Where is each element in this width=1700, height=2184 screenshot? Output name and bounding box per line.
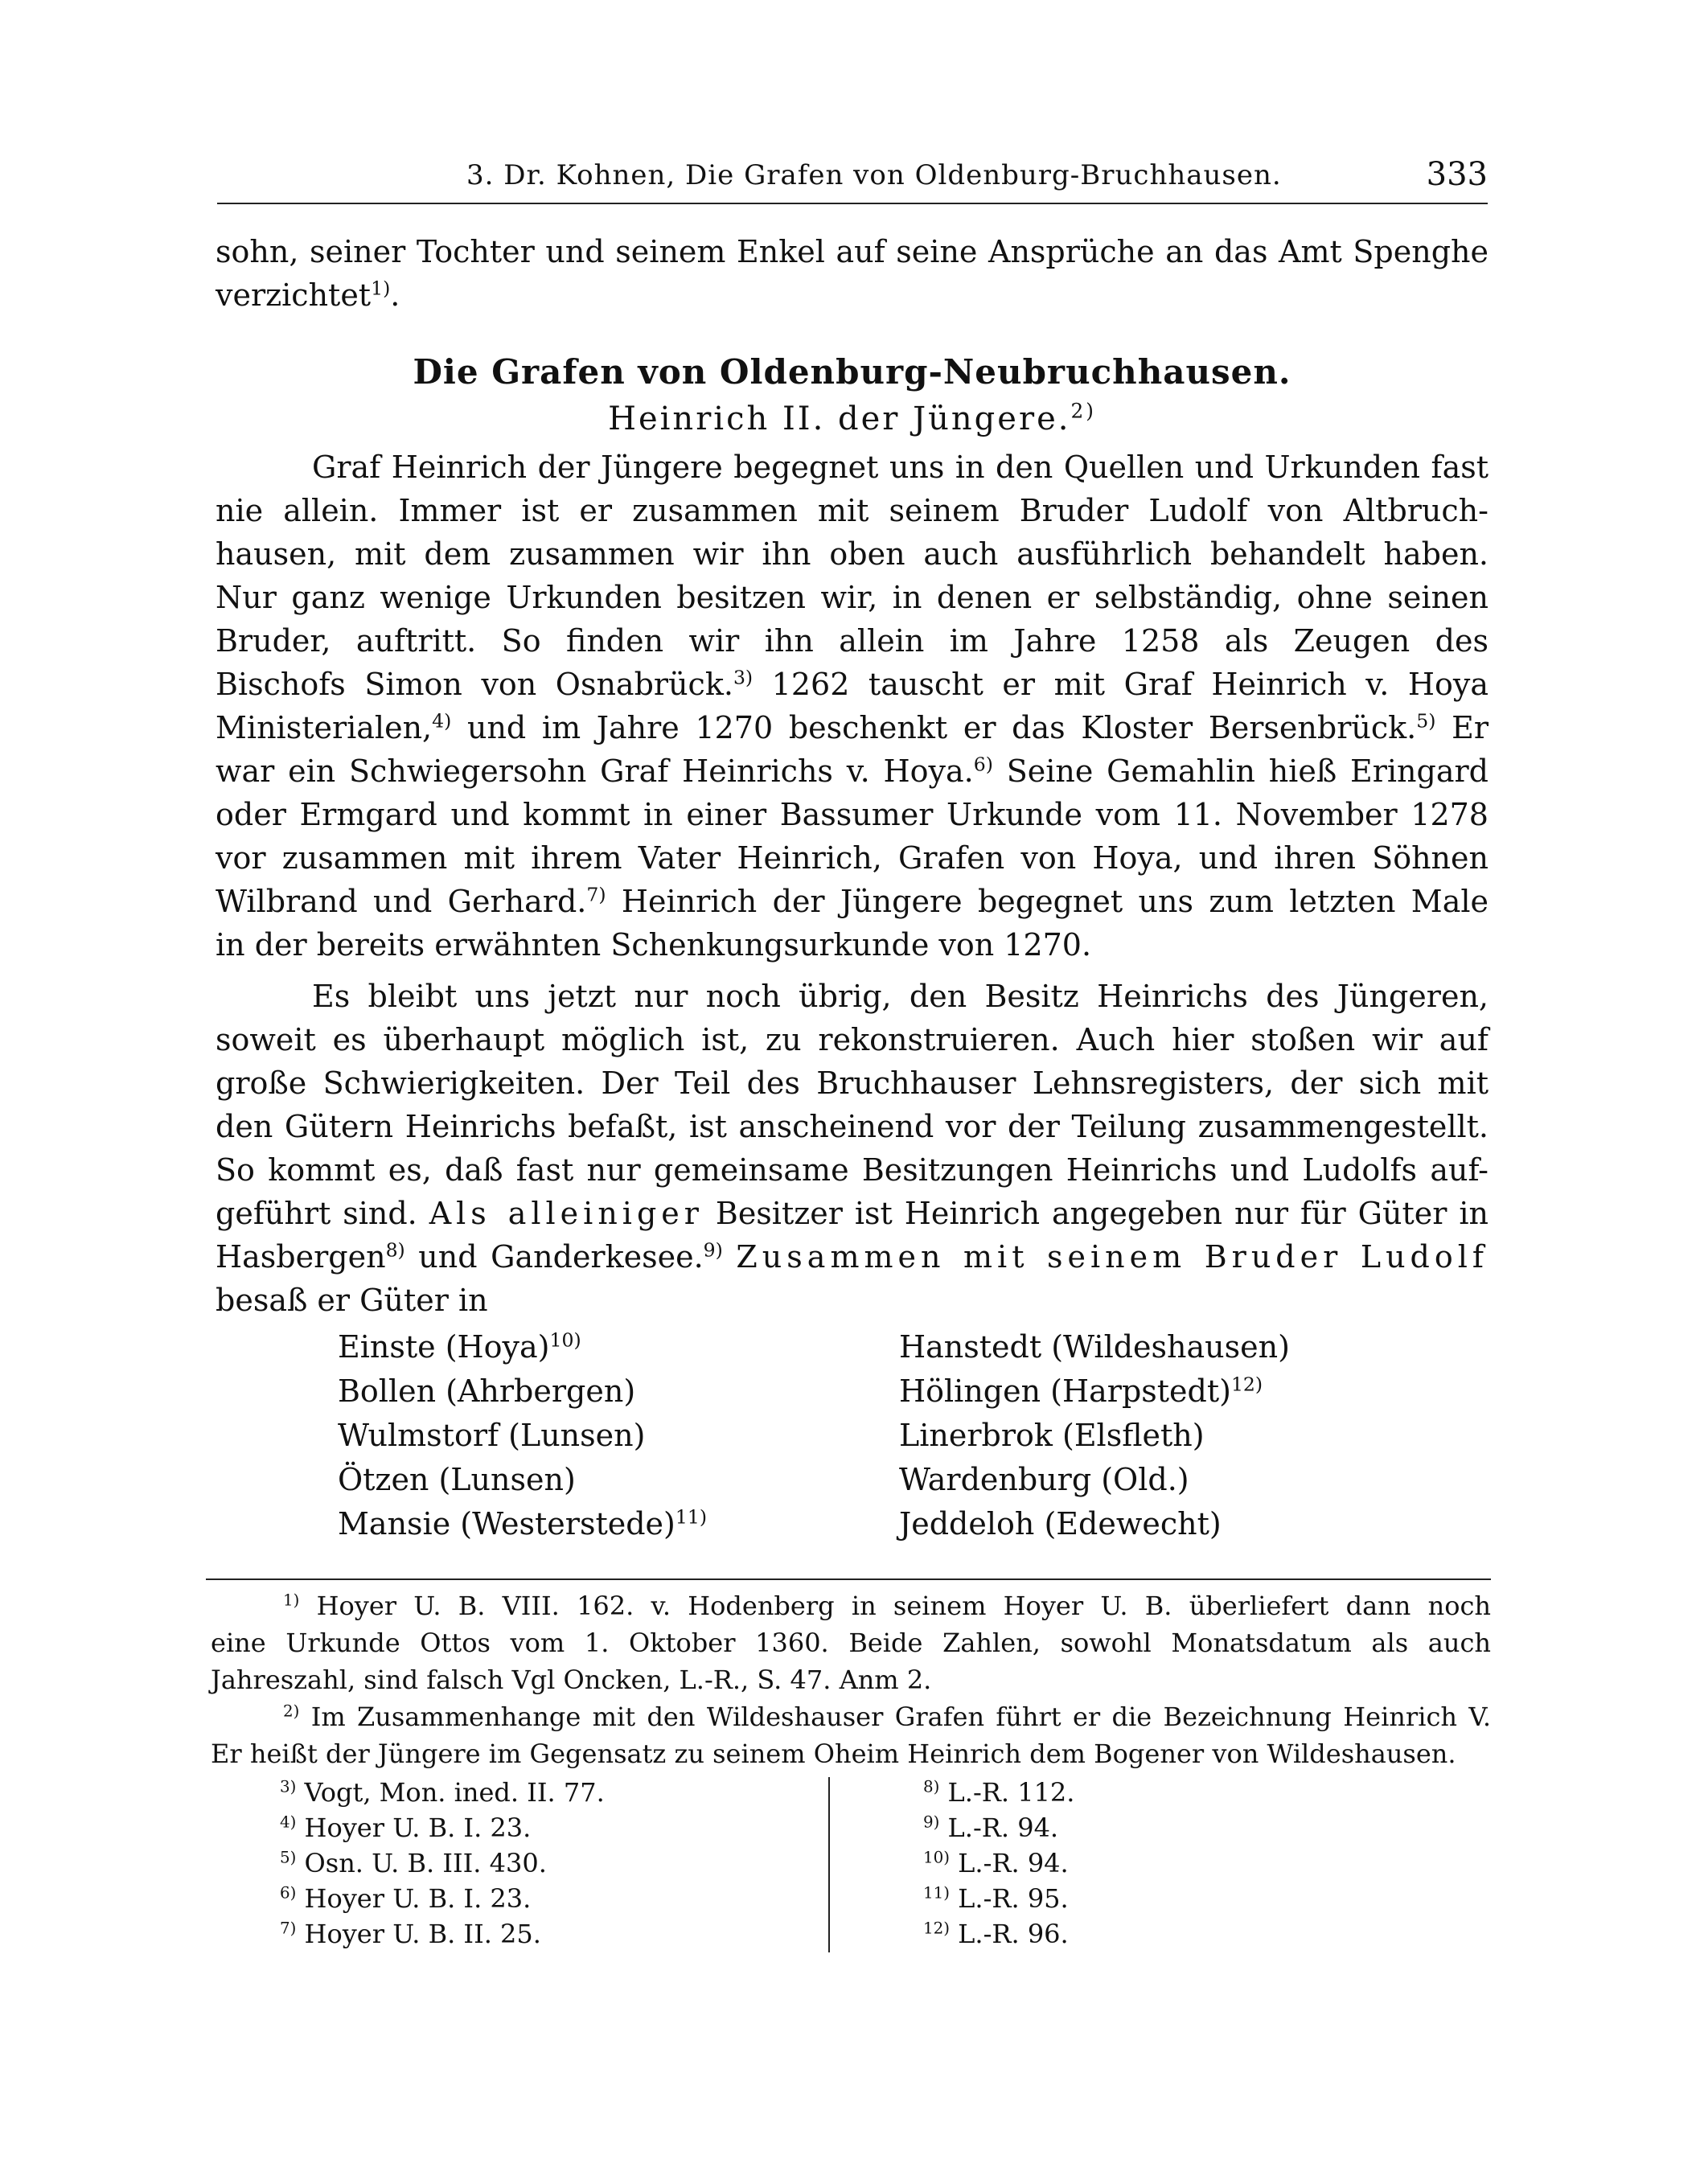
text-line: vor zusammen mit ihrem Vater Heinrich, Grafen von Hoya, und ihren Söhnen	[216, 840, 1489, 876]
place-list-left	[338, 1325, 707, 1546]
text-line: besaß er Güter in	[216, 1283, 488, 1318]
text-line: Hasbergen$^{8)}$ und Ganderkesee.$^{9)}$ Zusammen mit seinem Bruder Ludolf	[216, 1238, 1489, 1275]
footnote-mark: 8)	[385, 1238, 405, 1262]
section-title: Die Grafen von Oldenburg-Neubruchhausen.	[413, 352, 1291, 392]
footnote-item: $^{11)}$ L.-R. 95.	[923, 1883, 1069, 1914]
footnote-mark: 11)	[675, 1505, 708, 1529]
footnote-mark: 2)	[1070, 399, 1096, 423]
subtitle: Heinrich II. der Jüngere.$^{2)}$	[608, 399, 1096, 437]
place-item: Wardenburg (Old.)	[899, 1462, 1189, 1497]
footnote-mark: 10)	[549, 1328, 581, 1352]
text-line: war ein Schwiegersohn Graf Heinrichs v. Hoya.$^{6)}$ Seine Gemahlin hieß Eringard	[216, 753, 1489, 789]
text-line: verzichtet$^{1)}$.	[216, 277, 400, 313]
footnote-mark: 7)	[586, 883, 606, 906]
text-line: Ministerialen,$^{4)}$ und im Jahre 1270 beschenkt er das Kloster Bersenbrück.$^{5)}$ Er	[216, 709, 1489, 745]
text-line: So kommt es, daß fast nur gemeinsame Besitzungen Heinrichs und Ludolfs auf-	[216, 1152, 1489, 1188]
footnote-item: $^{4)}$ Hoyer U. B. I. 23.	[280, 1812, 532, 1843]
text-line: den Gütern Heinrichs befaßt, ist anscheinend vor der Teilung zusammengestellt.	[216, 1109, 1489, 1144]
footnote-item: $^{3)}$ Vogt, Mon. ined. II. 77.	[280, 1777, 605, 1808]
footnote-mark: 9)	[703, 1238, 723, 1262]
footnote-line: eine Urkunde Ottos vom 1. Oktober 1360. Beide Zahlen, sowohl Monatsdatum als auch	[211, 1628, 1491, 1658]
running-title: 3. Dr. Kohnen, Die Grafen von Oldenburg-Bruchhausen.	[466, 159, 1282, 191]
place-item: Linerbrok (Elsfleth)	[899, 1418, 1205, 1453]
footnote-column-right	[923, 1775, 1074, 1952]
footnote-column-divider	[828, 1777, 830, 1952]
text-line: in der bereits erwähnten Schenkungsurkunde von 1270.	[216, 927, 1092, 963]
running-header	[217, 153, 1488, 204]
footnote-line: $^{1)}$ Hoyer U. B. VIII. 162. v. Hodenberg in seinem Hoyer U. B. überliefert dann noch	[283, 1591, 1492, 1621]
place-item: Hölingen (Harpstedt)$^{12)}$	[899, 1373, 1263, 1409]
text-line: Nur ganz wenige Urkunden besitzen wir, in denen er selbständig, ohne seinen	[216, 580, 1489, 615]
footnote-mark: 1)	[371, 277, 391, 300]
text-line: Graf Heinrich der Jüngere begegnet uns in den Quellen und Urkunden fast	[312, 450, 1489, 485]
text-line: oder Ermgard und kommt in einer Bassumer Urkunde vom 11. November 1278	[216, 797, 1489, 832]
place-item: Einste (Hoya)$^{10)}$	[338, 1328, 581, 1365]
place-item: Jeddeloh (Edewecht)	[899, 1506, 1222, 1542]
text-line: geführt sind. Als alleiniger Besitzer ist Heinrich angegeben nur für Güter in	[216, 1196, 1489, 1231]
footnote-column-left	[280, 1775, 605, 1952]
text-line: Bischofs Simon von Osnabrück.$^{3)}$ 1262 tauscht er mit Graf Heinrich v. Hoya	[216, 666, 1489, 702]
place-item: Hanstedt (Wildeshausen)	[899, 1329, 1290, 1365]
text-line: große Schwierigkeiten. Der Teil des Bruchhauser Lehnsregisters, der sich mit	[216, 1065, 1489, 1101]
footnote-item: $^{5)}$ Osn. U. B. III. 430.	[280, 1848, 547, 1878]
footnote-line: $^{2)}$ Im Zusammenhange mit den Wildeshauser Grafen führt er die Bezeichnung Heinrich V.	[283, 1702, 1492, 1732]
place-item: Wulmstorf (Lunsen)	[338, 1418, 646, 1453]
footnote-mark: 6)	[973, 753, 993, 776]
carryover-text	[216, 230, 1489, 317]
footnote-mark: 5)	[1416, 709, 1436, 733]
footnote-mark: 1)	[283, 1591, 300, 1610]
place-item: Ötzen (Lunsen)	[338, 1462, 576, 1497]
footnote-item: $^{10)}$ L.-R. 94.	[923, 1848, 1069, 1878]
footnote-item: $^{12)}$ L.-R. 96.	[923, 1919, 1069, 1949]
place-item: Mansie (Westerstede)$^{11)}$	[338, 1505, 708, 1542]
footnote-line: Er heißt der Jüngere im Gegensatz zu seinem Oheim Heinrich dem Bogener von Wildeshausen.	[211, 1739, 1456, 1769]
header-rule	[217, 203, 1488, 204]
footnote-mark: 4)	[432, 709, 452, 733]
footnote-item: $^{7)}$ Hoyer U. B. II. 25.	[280, 1919, 541, 1949]
footnote-item: $^{9)}$ L.-R. 94.	[923, 1812, 1059, 1843]
text-line: sohn, seiner Tochter und seinem Enkel auf seine Ansprüche an das Amt Spenghe	[216, 234, 1489, 269]
text-line: hausen, mit dem zusammen wir ihn oben auch ausführlich behandelt haben.	[216, 536, 1489, 572]
footnote-mark: 2)	[283, 1702, 300, 1721]
text-line: Bruder, auftritt. So finden wir ihn allein im Jahre 1258 als Zeugen des	[216, 623, 1489, 659]
text-line: Es bleibt uns jetzt nur noch übrig, den Besitz Heinrichs des Jüngeren,	[312, 979, 1489, 1014]
text-line: Wilbrand und Gerhard.$^{7)}$ Heinrich der Jüngere begegnet uns zum letzten Male	[216, 883, 1489, 919]
footnote-line: Jahreszahl, sind falsch Vgl Oncken, L.-R., S. 47. Anm 2.	[211, 1665, 932, 1695]
text-line: nie allein. Immer ist er zusammen mit seinem Bruder Ludolf von Altbruch-	[216, 493, 1489, 528]
footnote-mark: 3)	[733, 666, 754, 689]
page-number: 333	[1426, 156, 1488, 193]
footnote-1	[211, 1587, 1491, 1698]
paragraph-1	[216, 445, 1489, 967]
place-item: Bollen (Ahrbergen)	[338, 1373, 636, 1409]
footnote-rule	[206, 1578, 1491, 1580]
footnote-mark: 12)	[1230, 1373, 1263, 1396]
text-line: soweit es überhaupt möglich ist, zu rekonstruieren. Auch hier stoßen wir auf	[216, 1022, 1489, 1057]
footnote-item: $^{8)}$ L.-R. 112.	[923, 1777, 1075, 1808]
footnote-item: $^{6)}$ Hoyer U. B. I. 23.	[280, 1883, 532, 1914]
footnote-2	[211, 1698, 1491, 1772]
place-list-right	[899, 1325, 1290, 1546]
paragraph-2	[216, 975, 1489, 1322]
